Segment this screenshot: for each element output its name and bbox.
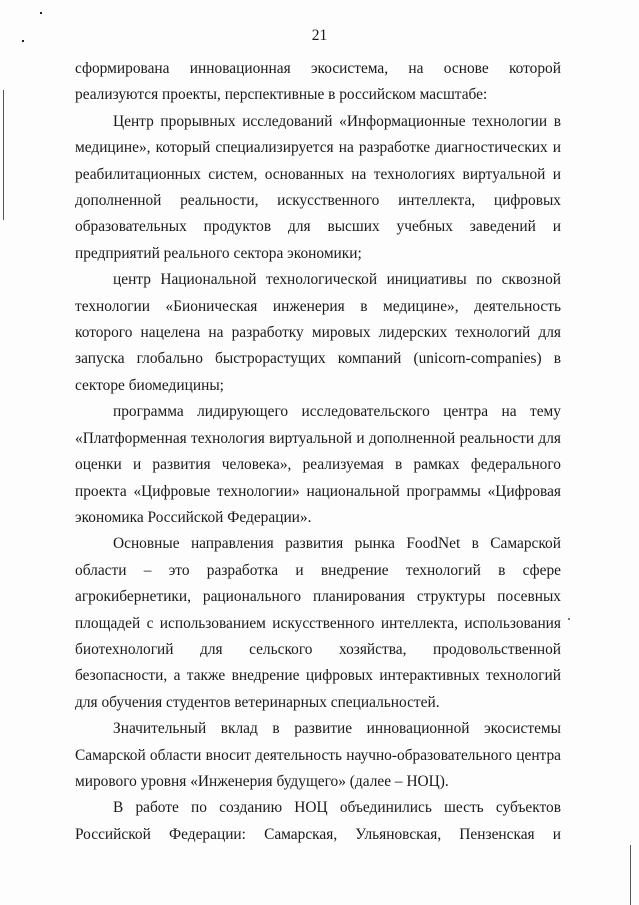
page-number: 21 bbox=[311, 27, 328, 44]
paragraph: Основные направления развития рынка FoodNet в Самарской области – это разработка и внедрение технологий в сфере агрокибернетики, рационального планирования структуры посевных площадей с использованием искусственного интеллекта, использования биотехнологий для сельского хозяйства, продовольственной безопасности, а также внедрение цифровых интерактивных технологий для обучения студентов ветеринарных специальностей. bbox=[75, 535, 561, 711]
paragraph: центр Национальной технологической инициативы по сквозной технологии «Бионическая инженерия в медицине», деятельность которого нацелена на разработку мировых лидерских технологий для запуска глобально быстрорастущих компаний (unicorn-companies) в секторе биомедицины; bbox=[75, 271, 561, 394]
paragraph: В работе по созданию НОЦ объединились шесть субъектов Российской Федерации: Самарская, Ульяновская, Пензенская и bbox=[75, 799, 561, 843]
scan-speck bbox=[568, 618, 570, 620]
scan-edge-line bbox=[630, 845, 631, 905]
paragraph: программа лидирующего исследовательского центра на тему «Платформенная технология виртуальной и дополненной реальности для оценки и развития человека», реализуемая в рамках федерального проекта «Цифровые технологии» национальной программы «Цифровая экономика Российской Федерации». bbox=[75, 403, 561, 526]
scan-edge-line bbox=[3, 90, 4, 220]
scan-speck bbox=[40, 12, 42, 14]
paragraph: Центр прорывных исследований «Информационные технологии в медицине», который специализируется на разработке диагностических и реабилитационных систем, основанных на технологиях виртуальной и дополненной реальности, искусственного интеллекта, цифровых образовательных продуктов для высших учебных заведений и предприятий реального сектора экономики; bbox=[75, 112, 561, 262]
body-text bbox=[75, 56, 561, 848]
paragraph: сформирована инновационная экосистема, на основе которой реализуются проекты, перспективные в российском масштабе: bbox=[75, 60, 561, 104]
paragraph: Значительный вклад в развитие инновационной экосистемы Самарской области вносит деятельность научно-образовательного центра мирового уровня «Инженерия будущего» (далее – НОЦ). bbox=[75, 720, 561, 790]
